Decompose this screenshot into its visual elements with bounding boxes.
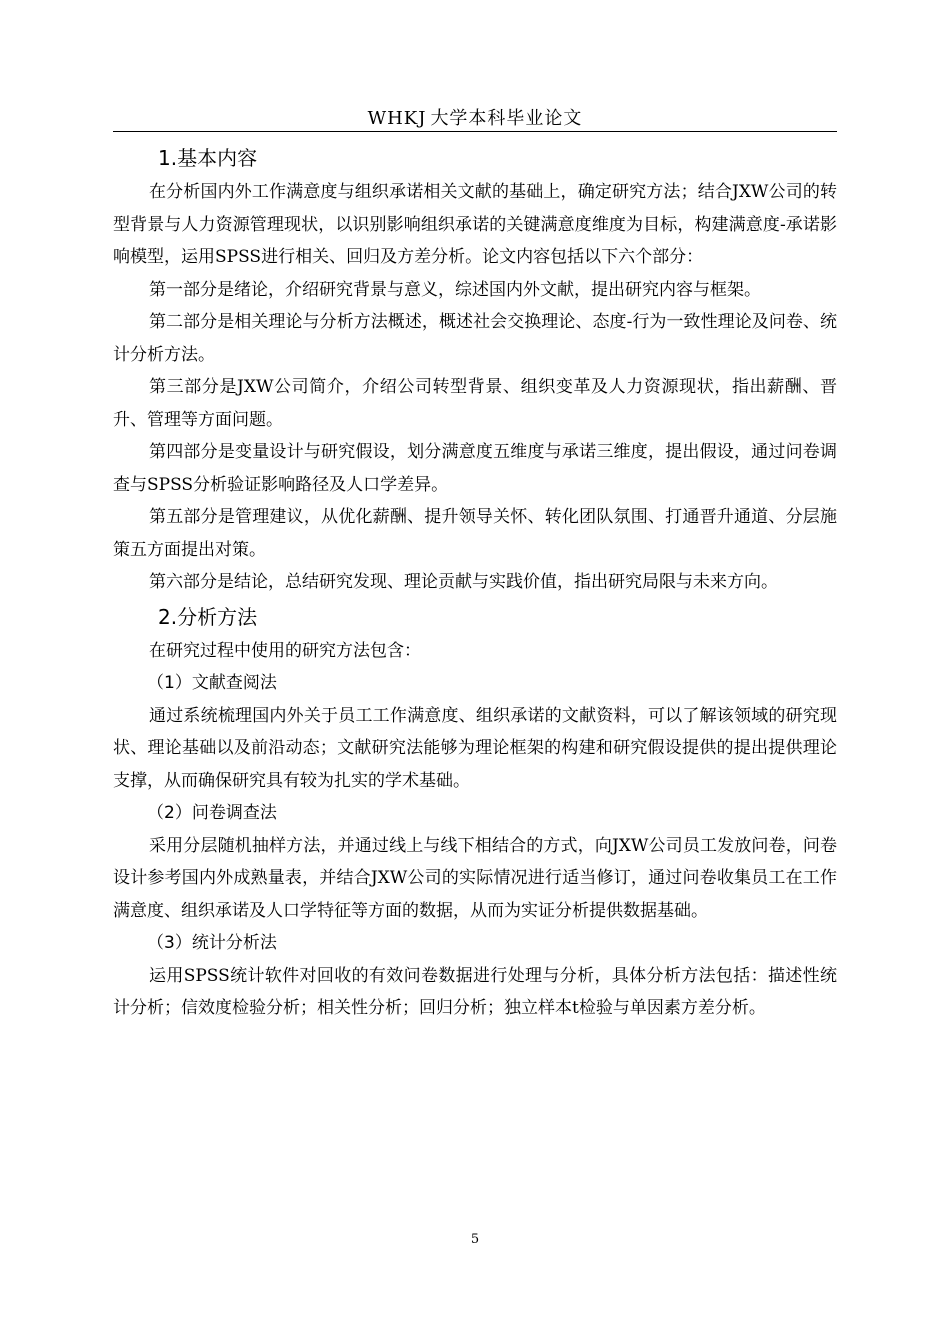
section-heading-analysis-methods: 2.分析方法 xyxy=(158,604,258,629)
method-heading-questionnaire: （2）问卷调查法 xyxy=(147,803,277,823)
running-header xyxy=(113,104,837,130)
page-body xyxy=(113,140,837,1025)
header-rule xyxy=(113,131,837,132)
body-paragraph: 第六部分是结论，总结研究发现、理论贡献与实践价值，指出研究局限与未来方向。 xyxy=(149,572,778,592)
header-code: WHKJ xyxy=(367,108,427,129)
body-paragraph: 第一部分是绪论，介绍研究背景与意义，综述国内外文献，提出研究内容与框架。 xyxy=(149,279,761,300)
body-paragraph: 第五部分是管理建议，从优化薪酬、提升领导关怀、转化团队氛围、打通晋升通道、分层施策五方面提出对策。 xyxy=(113,507,837,560)
method-heading-statistics: （3）统计分析法 xyxy=(147,933,277,953)
body-paragraph: 第二部分是相关理论与分析方法概述，概述社会交换理论、态度-行为一致性理论及问卷、统计分析方法。 xyxy=(113,312,837,365)
section-heading-basic-content: 1.基本内容 xyxy=(158,146,258,170)
body-paragraph: 在研究过程中使用的研究方法包含： xyxy=(149,640,421,661)
page-number: 5 xyxy=(470,1232,480,1247)
body-paragraph: 运用SPSS统计软件对回收的有效问卷数据进行处理与分析，具体分析方法包括：描述性统计分析；信效度检验分析；相关性分析；回归分析；独立样本t检验与单因素方差分析。 xyxy=(113,965,837,1018)
body-paragraph: 第四部分是变量设计与研究假设，划分满意度五维度与承诺三维度，提出假设，通过问卷调查与SPSS分析验证影响路径及人口学差异。 xyxy=(113,442,837,495)
method-heading-literature: （1）文献查阅法 xyxy=(147,673,277,693)
body-paragraph: 在分析国内外工作满意度与组织承诺相关文献的基础上，确定研究方法；结合JXW公司的转型背景与人力资源管理现状，以识别影响组织承诺的关键满意度维度为目标，构建满意度-承诺影响模型，运用SPSS进行相关、回归及方差分析。论文内容包括以下六个部分： xyxy=(113,182,837,267)
body-paragraph: 通过系统梳理国内外关于员工工作满意度、组织承诺的文献资料，可以了解该领域的研究现状、理论基础以及前沿动态；文献研究法能够为理论框架的构建和研究假设提供的提出提供理论支撑，从而确保研究具有较为扎实的学术基础。 xyxy=(113,705,837,791)
body-paragraph: 采用分层随机抽样方法，并通过线上与线下相结合的方式，向JXW公司员工发放问卷，问卷设计参考国内外成熟量表，并结合JXW公司的实际情况进行适当修订，通过问卷收集员工在工作满意度、组织承诺及人口学特征等方面的数据，从而为实证分析提供数据基础。 xyxy=(113,835,837,921)
body-paragraph: 第三部分是JXW公司简介，介绍公司转型背景、组织变革及人力资源现状，指出薪酬、晋升、管理等方面问题。 xyxy=(113,377,837,430)
header-university: 大学本科毕业论文 xyxy=(430,108,583,129)
